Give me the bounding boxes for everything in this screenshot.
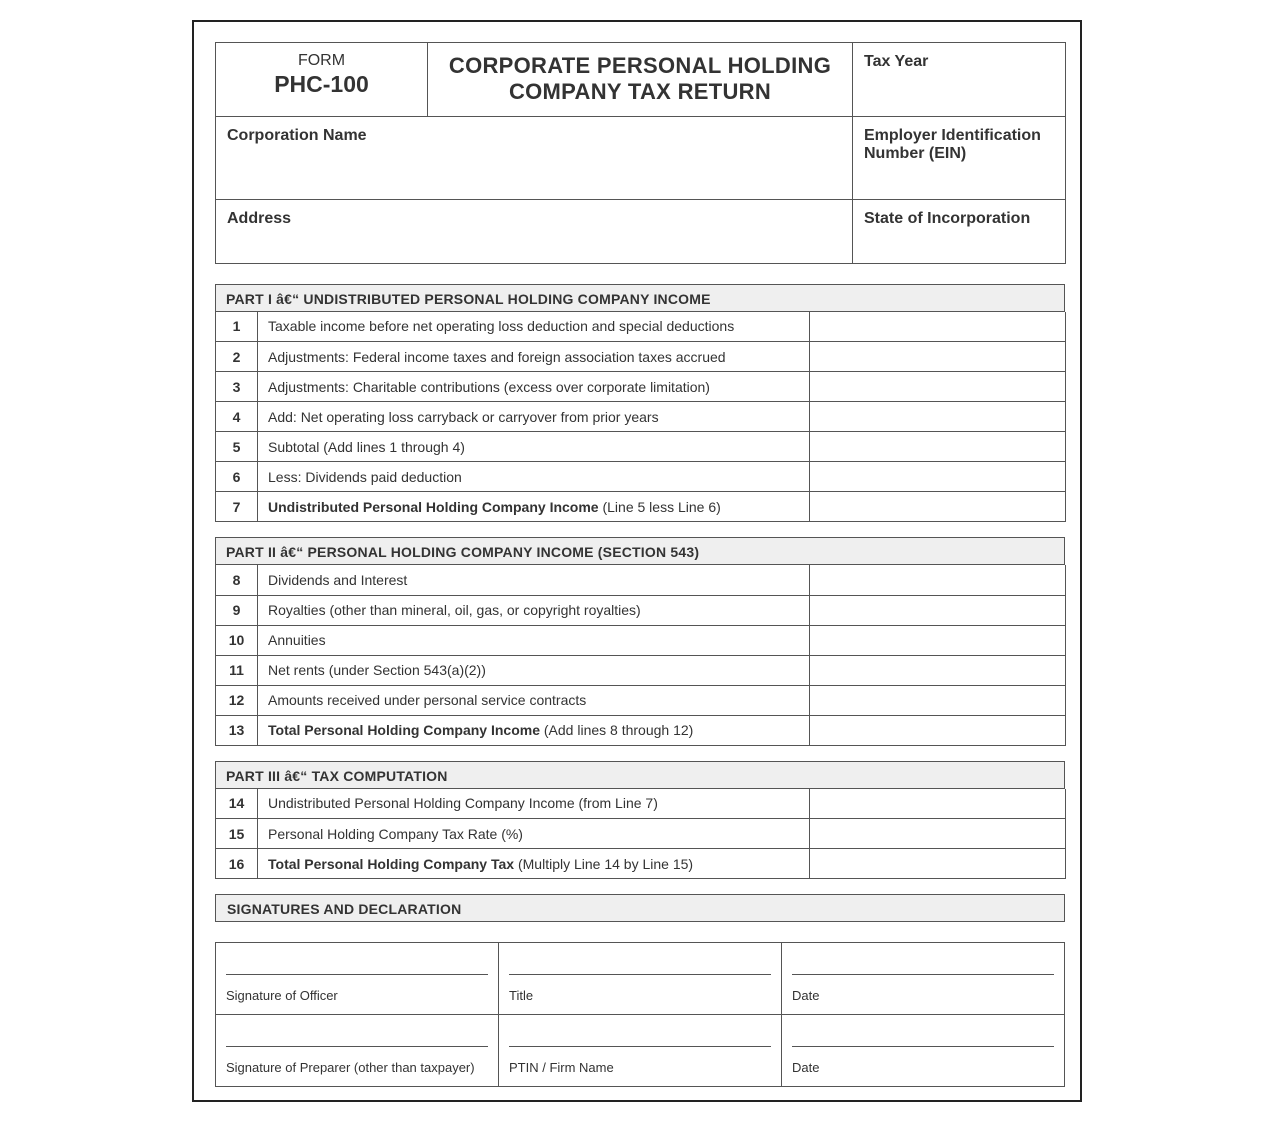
- ein-field[interactable]: [853, 117, 1066, 199]
- line-number: 5: [216, 432, 258, 462]
- preparer-signature-field[interactable]: [216, 1015, 499, 1087]
- line-description-bold: Total Personal Holding Company Tax: [268, 855, 515, 872]
- line-description: [258, 789, 810, 819]
- line-description: [258, 565, 810, 595]
- line-description-text: Taxable income before net operating loss deduction and special deductions: [268, 318, 735, 335]
- signature-line: [509, 1045, 771, 1047]
- line-description-text: Undistributed Personal Holding Company Income (from Line 7): [268, 795, 658, 812]
- line-description: [258, 402, 810, 432]
- line-amount-field[interactable]: [810, 819, 1066, 849]
- line-number: 10: [216, 625, 258, 655]
- officer-date-label: Date: [792, 988, 820, 1003]
- part-3-heading: PART III â€“ TAX COMPUTATION: [215, 761, 1065, 789]
- signature-line: [226, 973, 488, 975]
- part-1-section: [215, 284, 1065, 523]
- signatures-heading: SIGNATURES AND DECLARATION: [215, 894, 1065, 922]
- line-amount-field[interactable]: [810, 625, 1066, 655]
- form-title: [428, 43, 853, 117]
- signature-line: [509, 973, 771, 975]
- line-row: [216, 655, 1066, 685]
- line-amount-field[interactable]: [810, 655, 1066, 685]
- line-description-text: Royalties (other than mineral, oil, gas, or copyright royalties): [268, 602, 641, 618]
- form-id-cell: [216, 43, 428, 117]
- officer-date-field[interactable]: [782, 943, 1065, 1015]
- line-description: [258, 819, 810, 849]
- line-amount-field[interactable]: [810, 565, 1066, 595]
- part-2-heading: PART II â€“ PERSONAL HOLDING COMPANY INCOME (SECTION 543): [215, 537, 1065, 565]
- line-description-text: (Add lines 8 through 12): [540, 722, 694, 738]
- line-description-text: Personal Holding Company Tax Rate (%): [268, 825, 523, 842]
- line-number: 9: [216, 595, 258, 625]
- line-description: [258, 432, 810, 462]
- line-description: [258, 655, 810, 685]
- address-field[interactable]: [216, 199, 853, 263]
- officer-signature-field[interactable]: [216, 943, 499, 1015]
- part-1-heading: PART I â€“ UNDISTRIBUTED PERSONAL HOLDING COMPANY INCOME: [215, 284, 1065, 312]
- line-number: 14: [216, 789, 258, 819]
- line-row: [216, 595, 1066, 625]
- line-number: 8: [216, 565, 258, 595]
- line-row: [216, 342, 1066, 372]
- line-number: 7: [216, 492, 258, 522]
- line-description: [258, 342, 810, 372]
- address-label: Address: [227, 209, 292, 227]
- line-row: [216, 432, 1066, 462]
- tax-form-page: [192, 20, 1082, 1102]
- line-number: 3: [216, 372, 258, 402]
- line-description: [258, 715, 810, 745]
- preparer-date-field[interactable]: [782, 1015, 1065, 1087]
- line-amount-field[interactable]: [810, 342, 1066, 372]
- line-row: [216, 312, 1066, 342]
- form-content: [215, 42, 1065, 1087]
- form-label: FORM: [297, 52, 346, 69]
- line-description-bold: Total Personal Holding Company Income: [268, 722, 540, 738]
- part-1-lines: [215, 312, 1066, 523]
- line-amount-field[interactable]: [810, 432, 1066, 462]
- line-row: [216, 685, 1066, 715]
- line-amount-field[interactable]: [810, 849, 1066, 879]
- tax-year-label: Tax Year: [864, 53, 929, 70]
- form-number: PHC-100: [274, 71, 369, 97]
- line-row: [216, 819, 1066, 849]
- signatures-section: [215, 894, 1065, 1087]
- line-description-text: Annuities: [268, 632, 326, 648]
- ptin-firm-label: PTIN / Firm Name: [509, 1060, 614, 1075]
- line-amount-field[interactable]: [810, 685, 1066, 715]
- line-number: 1: [216, 312, 258, 342]
- line-description-text: (Multiply Line 14 by Line 15): [514, 855, 694, 872]
- officer-title-label: Title: [509, 988, 534, 1003]
- form-title-line-2: COMPANY TAX RETURN: [508, 79, 772, 104]
- line-description: [258, 312, 810, 342]
- line-number: 15: [216, 819, 258, 849]
- line-number: 13: [216, 715, 258, 745]
- line-amount-field[interactable]: [810, 372, 1066, 402]
- line-description-text: Net rents (under Section 543(a)(2)): [268, 662, 486, 678]
- line-amount-field[interactable]: [810, 312, 1066, 342]
- line-amount-field[interactable]: [810, 462, 1066, 492]
- signature-line: [226, 1045, 488, 1047]
- part-3-lines: [215, 789, 1066, 880]
- line-row: [216, 492, 1066, 522]
- line-description: [258, 595, 810, 625]
- form-title-line-1: CORPORATE PERSONAL HOLDING: [448, 53, 832, 78]
- line-row: [216, 372, 1066, 402]
- line-number: 16: [216, 849, 258, 879]
- line-amount-field[interactable]: [810, 492, 1066, 522]
- state-of-incorporation-field[interactable]: [853, 199, 1066, 263]
- line-description: [258, 849, 810, 879]
- line-number: 6: [216, 462, 258, 492]
- line-row: [216, 715, 1066, 745]
- line-row: [216, 849, 1066, 879]
- signature-line: [792, 1045, 1054, 1047]
- form-header: [215, 42, 1066, 117]
- line-description: [258, 372, 810, 402]
- line-amount-field[interactable]: [810, 715, 1066, 745]
- corporation-name-field[interactable]: [216, 117, 853, 199]
- line-row: [216, 625, 1066, 655]
- preparer-date-label: Date: [792, 1060, 820, 1075]
- line-description: [258, 462, 810, 492]
- signature-line: [792, 973, 1054, 975]
- officer-signature-label: Signature of Officer: [226, 988, 338, 1003]
- line-amount-field[interactable]: [810, 402, 1066, 432]
- line-description: [258, 492, 810, 522]
- line-description: [258, 685, 810, 715]
- line-description-text: Add: Net operating loss carryback or carryover from prior years: [268, 408, 659, 425]
- state-label: State of Incorporation: [864, 209, 1031, 227]
- line-number: 2: [216, 342, 258, 372]
- ptin-firm-field[interactable]: [499, 1015, 782, 1087]
- line-number: 4: [216, 402, 258, 432]
- line-description: [258, 625, 810, 655]
- line-description-text: Adjustments: Federal income taxes and foreign association taxes accrued: [268, 348, 726, 365]
- line-description-text: Subtotal (Add lines 1 through 4): [268, 438, 465, 455]
- ein-label-line-2: Number (EIN): [864, 145, 967, 162]
- ein-label-line-1: Employer Identification: [864, 127, 1041, 144]
- corporation-name-label: Corporation Name: [227, 127, 367, 144]
- officer-title-field[interactable]: [499, 943, 782, 1015]
- line-amount-field[interactable]: [810, 789, 1066, 819]
- part-2-lines: [215, 565, 1066, 746]
- line-description-bold: Undistributed Personal Holding Company Income: [268, 498, 599, 515]
- identity-section: [215, 117, 1066, 264]
- line-description-text: Amounts received under personal service contracts: [268, 692, 587, 708]
- line-amount-field[interactable]: [810, 595, 1066, 625]
- part-3-section: [215, 761, 1065, 880]
- line-description-text: (Line 5 less Line 6): [598, 498, 721, 515]
- line-number: 12: [216, 685, 258, 715]
- part-2-section: [215, 537, 1065, 746]
- line-description-text: Adjustments: Charitable contributions (excess over corporate limitation): [268, 378, 710, 395]
- line-row: [216, 565, 1066, 595]
- line-description-text: Dividends and Interest: [268, 571, 408, 588]
- line-row: [216, 462, 1066, 492]
- line-row: [216, 402, 1066, 432]
- tax-year-field[interactable]: [853, 43, 1066, 117]
- line-description-text: Less: Dividends paid deduction: [268, 468, 462, 485]
- signature-grid: [215, 942, 1065, 1087]
- line-number: 11: [216, 655, 258, 685]
- line-row: [216, 789, 1066, 819]
- preparer-signature-label: Signature of Preparer (other than taxpayer): [226, 1060, 475, 1075]
